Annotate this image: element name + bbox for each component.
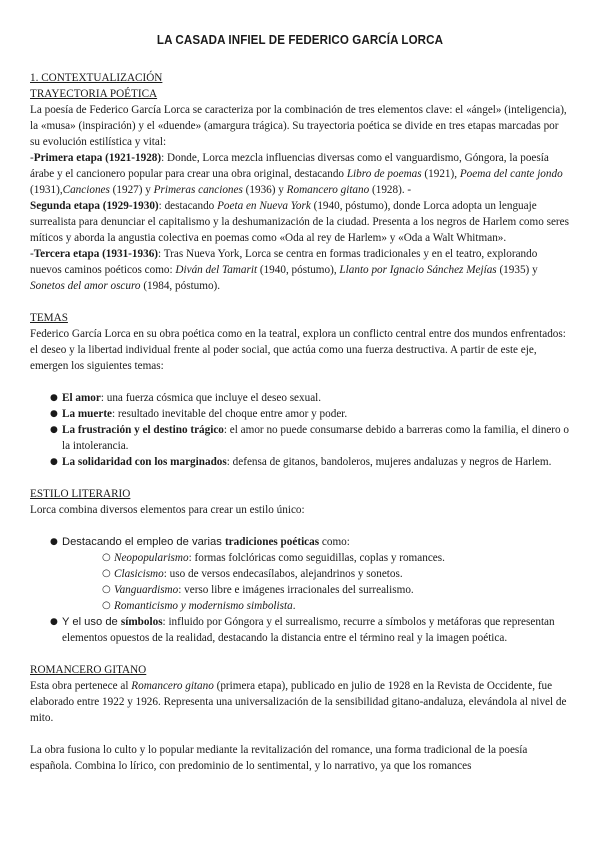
work-title: Primeras canciones [153,184,243,196]
list-item: ● Y el uso de símbolos: influido por Góngora y el surrealismo, recurre a símbolos y metáforas que representan elementos opuestos de la realidad, destacando la distancia entre el término real y la imagen poética. [50,614,570,646]
romancero-paragraph-1: Esta obra pertenece al Romancero gitano (primera etapa), publicado en julio de 1928 en la Revista de Occidente, fue elaborado entre 1922 y 1926. Representa una universalización de la sensibilidad gitano-andaluza, elevándola al nivel de mito. [30,680,567,724]
sub-list [62,550,570,614]
temas-intro: Federico García Lorca en su obra poética como en la teatral, explora un conflicto central entre dos mundos enfrentados: el deseo y la libertad individual frente al poder social, que actúa como una fuerza destructiva. A partir de este eje, emergen los siguientes temas: [30,328,566,372]
stage-2-label: Segunda etapa (1929-1930) [30,200,159,212]
stage-2-paragraph: Segunda etapa (1929-1930): destacando Poeta en Nueva York (1940, póstumo), donde Lorca adopta un lenguaje surrealista para denunciar el capitalismo y la deshumanización de la ciudad. Presenta a los negros de Harlem como seres míticos y aborda la angustia colectiva en poemas como «Oda al rey de Harlem» y «Oda a Walt Whitman». [30,200,569,244]
section-temas [30,310,570,470]
estilo-list [30,534,570,646]
romancero-paragraph-2: La obra fusiona lo culto y lo popular mediante la revitalización del romance, una forma tradicional de la poesía española. Combina lo lírico, con predominio de lo sentimental, y lo narrativo, ya que los romances [30,744,528,772]
romancero-heading: ROMANCERO GITANO [30,664,147,676]
work-title: Sonetos del amor oscuro [30,280,141,292]
intro-paragraph: La poesía de Federico García Lorca se caracteriza por la combinación de tres elementos clave: el «ángel» (inteligencia), la «musa» (inspiración) y el «duende» (amargura trágica). Su trayectoria poética se divide en tres etapas marcadas por su evolución estilística y vital: [30,104,567,148]
temas-list [30,390,570,470]
sub-list-item: ○ Neopopularismo: formas folclóricas como seguidillas, coplas y romances. [102,550,570,566]
work-title: Diván del Tamarit [175,264,258,276]
sub-list-item: ○ Romanticismo y modernismo simbolista. [102,598,570,614]
work-title: Llanto por Ignacio Sánchez Mejías [339,264,497,276]
work-title: Romancero gitano [286,184,370,196]
work-title: Libro de poemas [346,168,422,180]
list-item: ● La muerte: resultado inevitable del choque entre amor y poder. [50,406,570,422]
estilo-heading: ESTILO LITERARIO [30,488,131,500]
work-title: Canciones [62,184,110,196]
work-title: Poema del cante jondo [459,168,563,180]
subsection-heading: TRAYECTORIA POÉTICA [30,88,158,100]
section-estilo [30,486,570,646]
temas-heading: TEMAS [30,312,68,324]
list-item: ● Destacando el empleo de varias tradiciones poéticas como: ○ Neopopularismo: formas folclóricas como seguidillas, coplas y romances. ○ Clasicismo: uso de versos endecasílabos, alejandrinos y sonetos. ○ Vanguardismo: verso libre e imágenes irracionales del surrealismo. ○ Romanticismo y modernismo simbolista. [50,534,570,614]
list-item: ● El amor: una fuerza cósmica que incluye el deseo sexual. [50,390,570,406]
section-contextualizacion [30,70,570,294]
stage-3-paragraph: -Tercera etapa (1931-1936): Tras Nueva York, Lorca se centra en formas tradicionales y en el teatro, explorando nuevos caminos poéticos como: Diván del Tamarit (1940, póstumo), Llanto por Ignacio Sánchez Mejías (1935) y Sonetos del amor oscuro (1984, póstumo). [30,248,538,292]
section-romancero [30,662,570,774]
section-heading: 1. CONTEXTUALIZACIÓN [30,72,163,84]
estilo-intro: Lorca combina diversos elementos para crear un estilo único: [30,504,305,516]
stage-1-label: Primera etapa (1921-1928) [33,152,162,164]
sub-list-item: ○ Vanguardismo: verso libre e imágenes irracionales del surrealismo. [102,582,570,598]
work-title: Poeta en Nueva York [217,200,311,212]
list-item: ● La solidaridad con los marginados: defensa de gitanos, bandoleros, mujeres andaluzas y negros de Harlem. [50,454,570,470]
stage-3-label: Tercera etapa (1931-1936) [33,248,159,260]
document-title: LA CASADA INFIEL DE FEDERICO GARCÍA LORCA [156,33,444,47]
list-item: ● La frustración y el destino trágico: el amor no puede consumarse debido a barreras como la familia, el dinero o la intolerancia. [50,422,570,454]
stage-1-paragraph: -Primera etapa (1921-1928): Donde, Lorca mezcla influencias diversas como el vanguardismo, Góngora, la poesía árabe y el cancionero popular para crear una obra original, destacando Libro de poemas (1921), Poema del cante jondo (1931),Canciones (1927) y Primeras canciones (1936) y Romancero gitano (1928). - [30,152,563,196]
sub-list-item: ○ Clasicismo: uso de versos endecasílabos, alejandrinos y sonetos. [102,566,570,582]
